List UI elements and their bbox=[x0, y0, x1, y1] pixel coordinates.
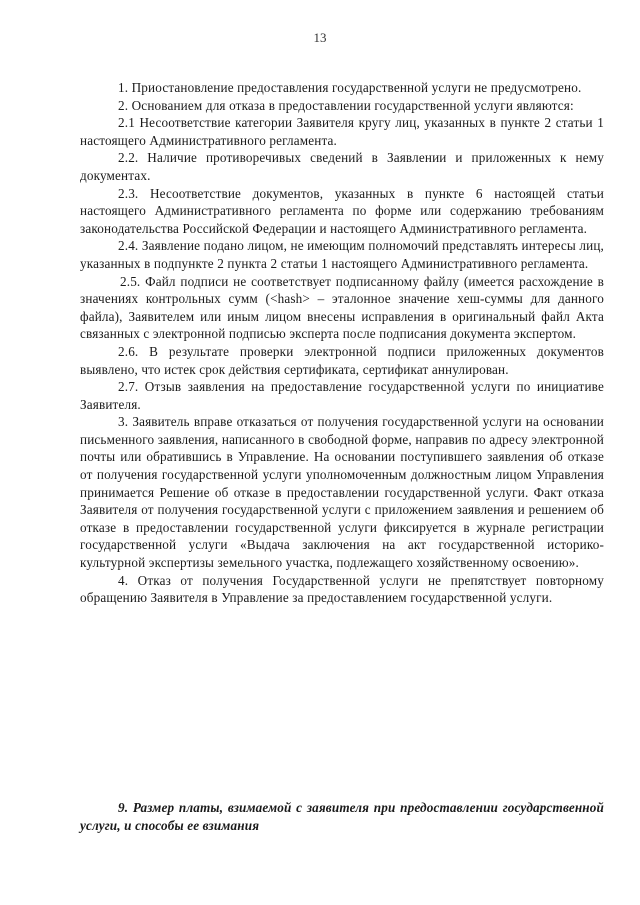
paragraph-2-7: 2.7. Отзыв заявления на предоставление государственной услуги по инициативе Заявителя. bbox=[80, 379, 604, 412]
paragraph-2: 2. Основанием для отказа в предоставлении государственной услуги являются: bbox=[118, 97, 574, 113]
paragraph-2-4: 2.4. Заявление подано лицом, не имеющим полномочий представлять интересы лиц, указанных в подпункте 2 пункта 2 статьи 1 настоящего Административного регламента. bbox=[80, 238, 604, 271]
paragraph-2-3: 2.3. Несоответствие документов, указанных в пункте 6 настоящей статьи настоящего Административного регламента по форме или содержанию требованиям законодательства Российской Федерации и настоящего Административного регламента. bbox=[80, 185, 604, 236]
paragraph-2-5: 2.5. Файл подписи не соответствует подписанному файлу (имеется расхождение в значениях контрольных сумм (<hash> – эталонное значение хеш-суммы для данного файла), Заявителем или иным лицом внесены исправления в оригинальный файл Акта связанных с электронной подписью эксперта после подписания документа экспертом. bbox=[80, 273, 604, 342]
document-body bbox=[80, 79, 604, 607]
paragraph-2-1: 2.1 Несоответствие категории Заявителя кругу лиц, указанных в пункте 2 статьи 1 настоящего Административного регламента. bbox=[80, 115, 604, 148]
section-heading: 9. Размер платы, взимаемой с заявителя при предоставлении государственной услуги, и способы ее взимания bbox=[80, 800, 604, 833]
paragraph-1: 1. Приостановление предоставления государственной услуги не предусмотрено. bbox=[118, 80, 582, 95]
page-number: 13 bbox=[313, 30, 327, 45]
paragraph-2-6: 2.6. В результате проверки электронной подписи приложенных документов выявлено, что истек срок действия сертификата, сертификат аннулирован. bbox=[80, 343, 604, 377]
paragraph-4: 4. Отказ от получения Государственной услуги не препятствует повторному обращению Заявителя в Управление за предоставлением государственной услуги. bbox=[80, 572, 604, 606]
paragraph-2-2: 2.2. Наличие противоречивых сведений в Заявлении и приложенных к нему документах. bbox=[80, 150, 604, 183]
paragraph-3: 3. Заявитель вправе отказаться от получения государственной услуги на основании письменного заявления, написанного в свободной форме, направив по адресу электронной почты или обратившись в Управление. На основании поступившего заявления об отказе от получения государственной услуги уполномоченным должностным лицом Управления принимается Решение об отказе в предоставлении государственной услуги. Факт отказа Заявителя от получения государственной услуги с приложением заявления и решением об отказе в предоставлении государственной услуги фиксируется в журнале регистрации государственной услуги «Выдача заключения на акт государственной историко-культурной экспертизы земельного участка, подлежащего хозяйственному освоению». bbox=[80, 414, 604, 571]
